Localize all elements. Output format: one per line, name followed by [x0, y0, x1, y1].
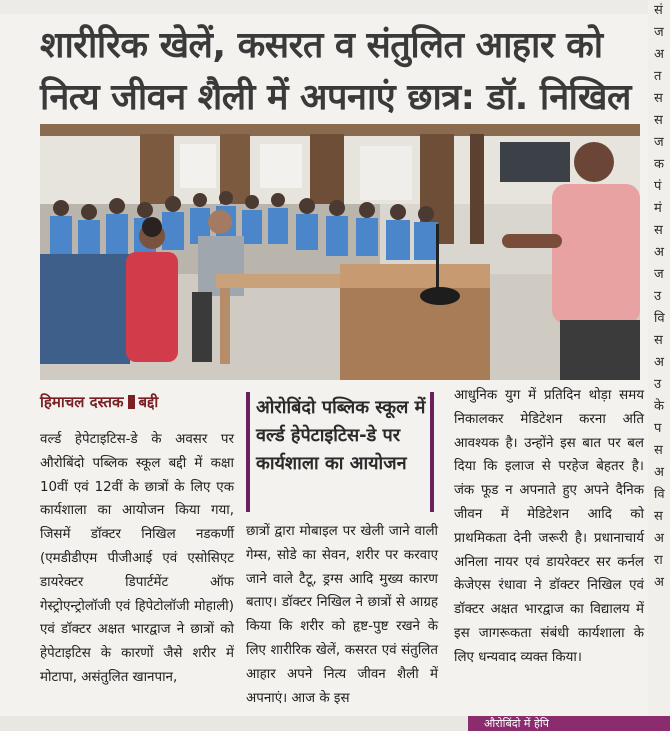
edge-char: रा: [654, 553, 663, 568]
byline: [40, 392, 240, 412]
edge-char: त: [654, 69, 662, 84]
edge-char: ज: [654, 25, 664, 40]
edge-char: अ: [654, 465, 664, 480]
edge-char: स: [654, 443, 663, 458]
edge-char: अ: [654, 575, 664, 590]
headline-line-1: शारीरिक खेलें, कसरत व संतुलित आहार को: [40, 25, 603, 66]
headline: [40, 20, 640, 124]
edge-char: ज: [654, 135, 664, 150]
edge-char: सं: [654, 3, 663, 18]
edge-char: अ: [654, 245, 664, 260]
edge-char: उ: [654, 377, 662, 392]
edge-char: के: [654, 399, 664, 414]
edge-char: स: [654, 113, 663, 128]
box-headline-text: ओरोबिंदो पब्लिक स्कूल में वर्ल्ड हेपेटाइटिस-डे पर कार्यशाला का आयोजन: [256, 397, 426, 474]
article-column-1: वर्ल्ड हेपेटाइटिस-डे के अवसर पर औरोबिंदो पब्लिक स्कूल बद्दी में कक्षा 10वीं एवं 12वीं के छात्रों के लिए एक कार्यशाला का आयोजन किया गया, जिसमें डॉक्टर निखिल नडकर्णी (एमडीडीएम पीजीआई एवं एसोसिएट डायरेक्टर डिपार्टमेंट ऑफ गेस्ट्रोएन्ट्रोलॉजी एवं हिपेटोलॉजी मोहाली) एवं डॉक्टर अक्षत भारद्वाज ने छात्रों को हेपेटाइटिस के कारणों जैसे शरीर में मोटापा, असंतुलित खानपान,: [40, 432, 234, 685]
front-row-students: [40, 254, 130, 364]
byline-square-icon: [128, 395, 135, 409]
edge-char: अ: [654, 355, 664, 370]
edge-char: ज: [654, 267, 664, 282]
news-photo: [40, 124, 640, 380]
adjacent-article-edge: [648, 0, 670, 731]
byline-place: बद्दी: [138, 393, 159, 411]
edge-char: वि: [654, 311, 665, 326]
edge-char: क: [654, 157, 664, 172]
headline-line-2: नित्य जीवन शैली में अपनाएं छात्र: डॉ. निखिल: [40, 77, 631, 118]
wall-screen: [500, 142, 570, 182]
article-column-2: छात्रों द्वारा मोबाइल पर खेली जाने वाली गेम्स, सोडे का सेवन, शरीर पर करवाए जाने वाले टैटू, ड्रग्स आदि मुख्य कारण बताए। डॉक्टर निखिल ने छात्रों से आग्रह किया कि शरीर को हृष्ट-पुष्ट रखने के लिए शारीरिक खेलें, कसरत एवं संतुलित आहार अपने नित्य जीवन शैली में अपनाएं। आज के इस: [246, 524, 438, 706]
bottom-tag: औरोबिंदो में हेपि: [468, 716, 670, 731]
article-column-3: आधुनिक युग में प्रतिदिन थोड़ा समय निकालकर मेडिटेशन करना अति आवश्यक है। उन्होंने इस बात पर बल दिया कि इलाज से परहेज बेहतर है। जंक फूड न अपनाते हुए अपने दैनिक जीवन में मेडिटेशन आदि को प्राथमिकता देनी जरूरी है। प्रधानाचार्य अनिला नायर एवं डायरेक्टर सर कर्नल केजेएस रंधावा ने डॉक्टर निखिल एवं डॉक्टर अक्षत भारद्वाज का विद्यालय में इस जागरूकता संबंधी कार्यशाला के लिए धन्यवाद व्यक्त किया।: [454, 388, 644, 665]
page-top-strip: [0, 0, 670, 14]
edge-char: उ: [654, 289, 662, 304]
bottom-strip: [0, 716, 670, 731]
box-headline: [246, 392, 434, 512]
box-right-bar: [430, 392, 434, 512]
byline-paper: हिमाचल दस्तक: [40, 393, 124, 411]
edge-char: वि: [654, 487, 665, 502]
edge-char: मं: [654, 201, 662, 216]
edge-char: पं: [654, 179, 662, 194]
edge-char: प: [654, 421, 662, 436]
edge-char: अ: [654, 47, 664, 62]
edge-char: स: [654, 91, 663, 106]
box-left-bar: [246, 392, 250, 512]
edge-char: स: [654, 509, 663, 524]
edge-char: स: [654, 333, 663, 348]
edge-char: अ: [654, 531, 664, 546]
edge-char: स: [654, 223, 663, 238]
